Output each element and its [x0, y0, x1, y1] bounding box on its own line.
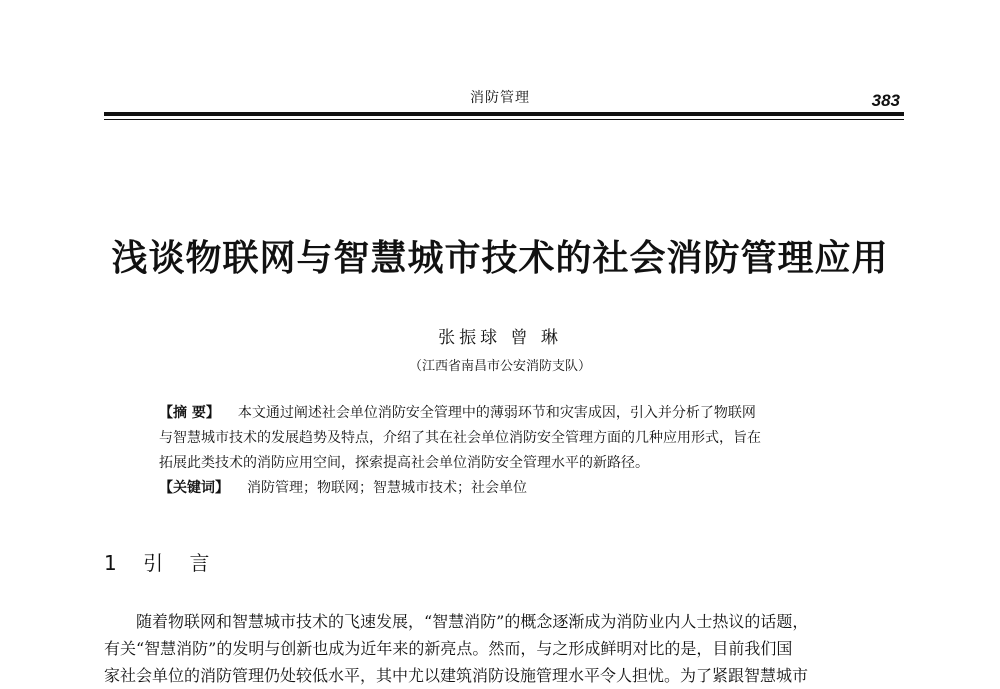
section-heading-introduction: 1 引 言 — [104, 551, 220, 575]
body-line: 家社会单位的消防管理仍处较低水平，其中尤以建筑消防设施管理水平令人担忧。为了紧跟智慧城市 — [104, 666, 809, 685]
running-header — [0, 0, 1000, 130]
abstract-line: 与智慧城市技术的发展趋势及特点，介绍了其在社会单位消防安全管理方面的几种应用形式，旨在 — [159, 430, 761, 446]
keywords-line — [159, 476, 859, 501]
keywords-label: 【关键词】 — [159, 480, 229, 496]
paper-title: 浅谈物联网与智慧城市技术的社会消防管理应用 — [111, 238, 889, 279]
running-section-name: 消防管理 — [470, 90, 530, 106]
abstract-label: 【摘 要】 — [159, 405, 220, 421]
page-number: 383 — [871, 91, 900, 110]
abstract-text-line: 本文通过阐述社会单位消防安全管理中的薄弱环节和灾害成因，引入并分析了物联网 — [237, 405, 756, 421]
abstract-block — [159, 401, 859, 501]
keywords-text: 消防管理；物联网；智慧城市技术；社会单位 — [247, 480, 527, 496]
body-line: 随着物联网和智慧城市技术的飞速发展，“智慧消防”的概念逐渐成为消防业内人士热议的话题， — [136, 612, 809, 631]
abstract-line — [159, 401, 859, 426]
body-paragraph — [104, 608, 904, 689]
header-rule-thin — [104, 119, 904, 120]
body-line: 有关“智慧消防”的发明与创新也成为近年来的新亮点。然而，与之形成鲜明对比的是，目前我们国 — [104, 639, 793, 658]
header-rule-thick — [104, 112, 904, 116]
authors: 张振球 曾 琳 — [438, 328, 562, 348]
affiliation: （江西省南昌市公安消防支队） — [408, 359, 591, 374]
abstract-line: 拓展此类技术的消防应用空间，探索提高社会单位消防安全管理水平的新路径。 — [159, 455, 649, 471]
